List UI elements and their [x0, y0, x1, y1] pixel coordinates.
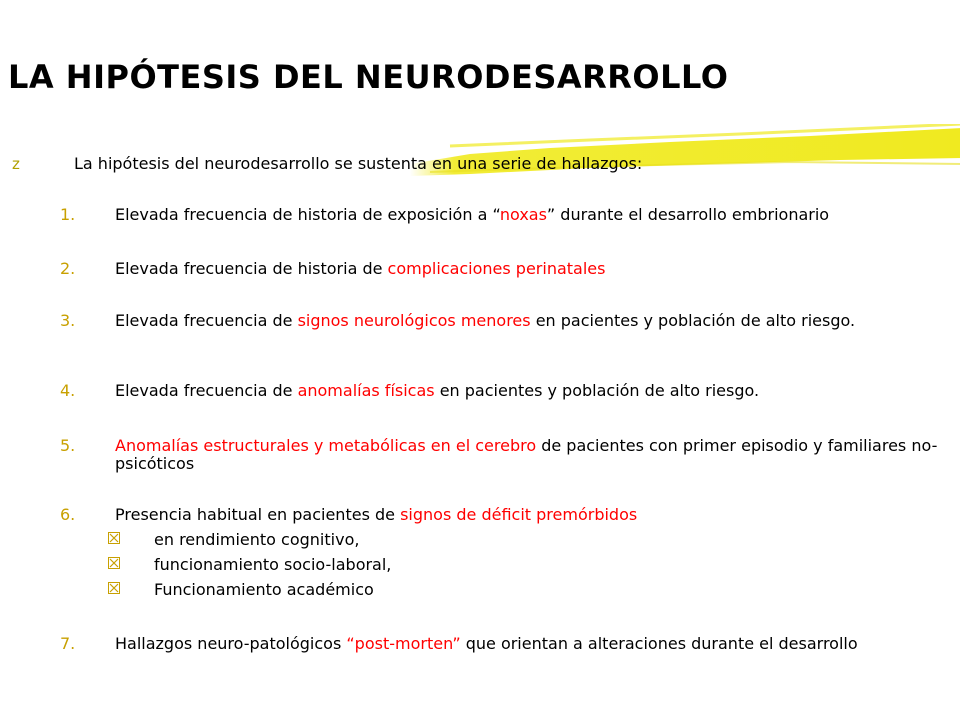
highlighted-term: signos de déficit premórbidos	[400, 505, 638, 524]
item-number: 5.	[60, 436, 76, 455]
item-number: 6.	[60, 505, 76, 524]
highlighted-term: Anomalías estructurales y metabólicas en el cerebro	[115, 436, 537, 455]
highlighted-term: noxas	[499, 205, 547, 224]
x-box-bullet-icon	[108, 582, 120, 594]
subitem-text: funcionamiento socio-laboral,	[154, 555, 392, 574]
highlighted-term: anomalías físicas	[297, 381, 435, 400]
x-box-bullet-icon	[108, 557, 120, 569]
highlighted-term: complicaciones perinatales	[387, 259, 606, 278]
subitem-text: en rendimiento cognitivo,	[154, 530, 360, 549]
z-bullet-icon: z	[12, 155, 20, 173]
item-number: 1.	[60, 205, 76, 224]
item-number: 2.	[60, 259, 76, 278]
item-number: 4.	[60, 381, 76, 400]
intro-text: La hipótesis del neurodesarrollo se sustenta en una serie de hallazgos:	[74, 154, 643, 173]
highlighted-term: signos neurológicos menores	[297, 311, 531, 330]
highlighted-term: “post-morten”	[346, 634, 461, 653]
x-box-bullet-icon	[108, 532, 120, 544]
subitem-text: Funcionamiento académico	[154, 580, 374, 599]
item-number: 3.	[60, 311, 76, 330]
slide-title: LA HIPÓTESIS DEL NEURODESARROLLO	[8, 58, 729, 96]
item-number: 7.	[60, 634, 76, 653]
